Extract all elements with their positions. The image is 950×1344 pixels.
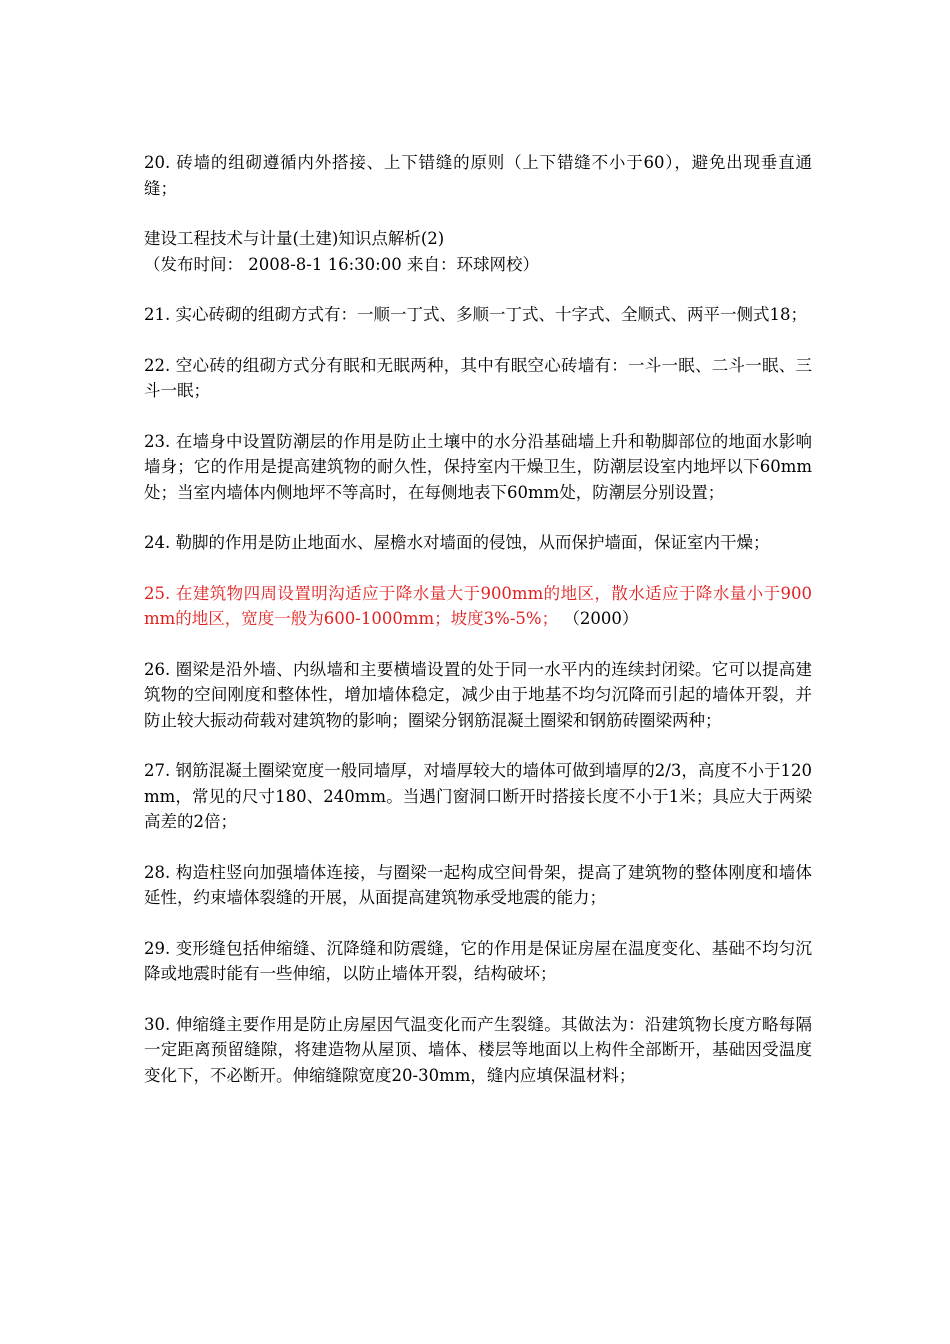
paragraph-25-highlighted xyxy=(144,581,812,632)
paragraph-22: 22. 空心砖的组砌方式分有眠和无眠两种，其中有眠空心砖墙有：一斗一眠、二斗一眠、三斗一眠； xyxy=(144,355,812,400)
article-header xyxy=(144,226,812,277)
paragraph-20: 20. 砖墙的组砌遵循内外搭接、上下错缝的原则（上下错缝不小于60），避免出现垂直通缝； xyxy=(144,153,812,198)
paragraph-30: 30. 伸缩缝主要作用是防止房屋因气温变化而产生裂缝。其做法为：沿建筑物长度方略每隔一定距离预留缝隙，将建造物从屋顶、墙体、楼层等地面以上构件全部断开，基础因受温度变化下，不必断开。伸缩缝隙宽度20-30mm，缝内应填保温材料； xyxy=(144,1014,812,1085)
paragraph-29: 29. 变形缝包括伸缩缝、沉降缝和防震缝，它的作用是保证房屋在温度变化、基础不均匀沉降或地震时能有一些伸缩，以防止墙体开裂，结构破坏； xyxy=(144,938,812,983)
paragraph-28: 28. 构造柱竖向加强墙体连接，与圈梁一起构成空间骨架，提高了建筑物的整体刚度和墙体延性，约束墙体裂缝的开展，从面提高建筑物承受地震的能力； xyxy=(144,862,812,907)
paragraph-23: 23. 在墙身中设置防潮层的作用是防止土壤中的水分沿基础墙上升和勒脚部位的地面水影响墙身；它的作用是提高建筑物的耐久性，保持室内干燥卫生，防潮层设室内地坪以下60mm处；当室内墙体内侧地坪不等高时，在每侧地表下60mm处，防潮层分别设置； xyxy=(144,431,812,502)
paragraph-26: 26. 圈梁是沿外墙、内纵墙和主要横墙设置的处于同一水平内的连续封闭梁。它可以提高建筑物的空间刚度和整体性，增加墙体稳定，减少由于地基不均匀沉降而引起的墙体开裂，并防止较大振动荷载对建筑物的影响；圈梁分钢筋混凝土圈梁和钢筋砖圈梁两种； xyxy=(144,659,812,730)
paragraph-25-year: （2000） xyxy=(558,609,639,628)
paragraph-27: 27. 钢筋混凝土圈梁宽度一般同墙厚，对墙厚较大的墙体可做到墙厚的2/3，高度不小于120mm，常见的尺寸180、240mm。当遇门窗洞口断开时搭接长度不小于1米；具应大于两梁高差的2倍； xyxy=(144,761,812,831)
paragraph-24: 24. 勒脚的作用是防止地面水、屋檐水对墙面的侵蚀，从而保护墙面，保证室内干燥； xyxy=(144,533,770,552)
document-body xyxy=(144,150,812,1113)
article-title: 建设工程技术与计量(土建)知识点解析(2) xyxy=(144,229,445,248)
paragraph-21: 21. 实心砖砌的组砌方式有：一顺一丁式、多顺一丁式、十字式、全顺式、两平一侧式18； xyxy=(144,305,807,324)
paragraph-25-text: 25. 在建筑物四周设置明沟适应于降水量大于900mm的地区，散水适应于降水量小于900mm的地区，宽度一般为600-1000mm；坡度3%-5%； xyxy=(144,583,812,628)
article-meta: （发布时间： 2008-8-1 16:30:00 来自：环球网校） xyxy=(144,254,539,274)
